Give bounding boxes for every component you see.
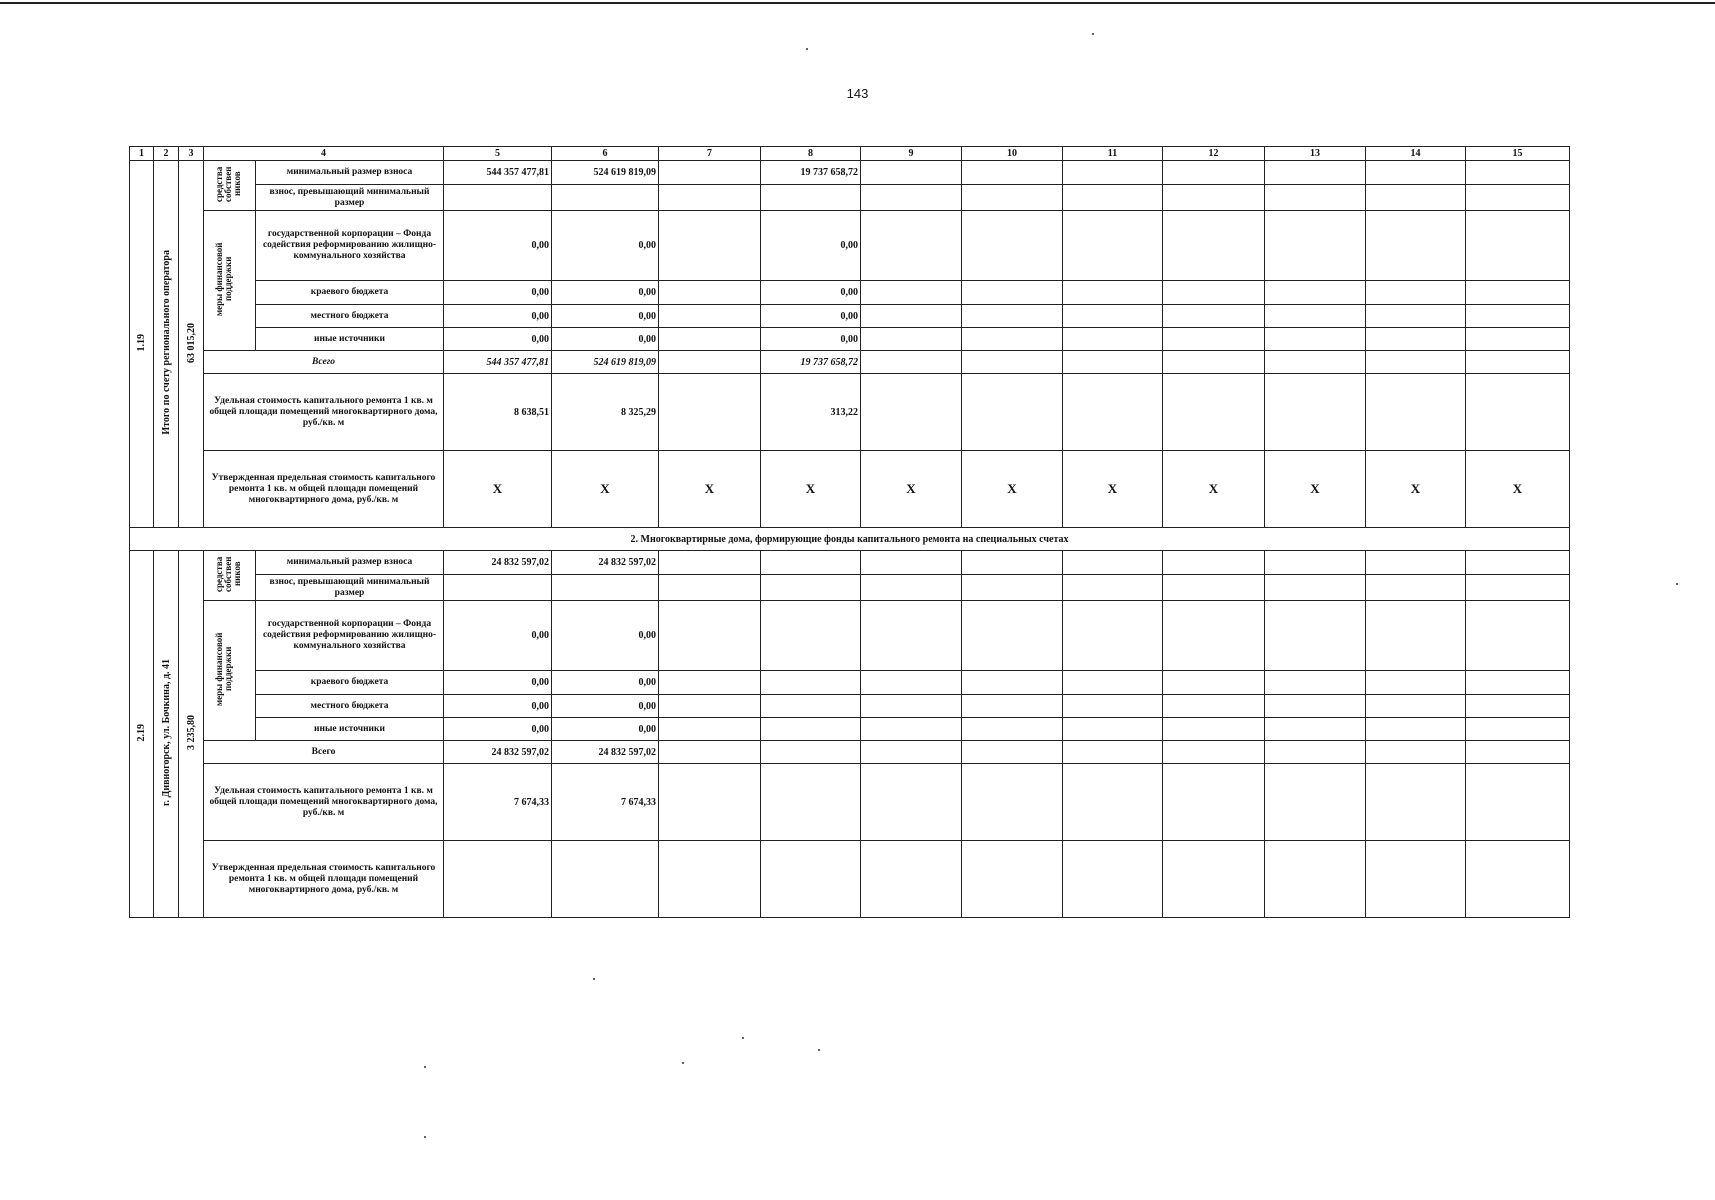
block1-total-c5: 544 357 477,81 <box>444 351 552 374</box>
block1-total-c6: 524 619 819,09 <box>552 351 659 374</box>
block2-name: г. Дивногорск, ул. Бочкина, д. 41 <box>160 659 172 806</box>
block2-local-c5: 0,00 <box>444 695 552 718</box>
table-row <box>130 328 1570 351</box>
block2-local-label: местного бюджета <box>256 695 444 718</box>
block1-area-cell <box>179 161 204 528</box>
block2-regional-c6: 0,00 <box>552 671 659 695</box>
block1-min-c5: 544 357 477,81 <box>444 161 552 185</box>
block1-approved-label: Утвержденная предельная стоимость капитального ремонта 1 кв. м общей площади помещений многоквартирного дома, руб./кв. м <box>204 451 444 528</box>
block2-owner-funds-label: средства собствен ников <box>213 556 242 592</box>
block2-total-label: Всего <box>204 741 444 764</box>
block2-excess-label: взнос, превышающий минимальный размер <box>256 575 444 601</box>
block2-state-corp-c5: 0,00 <box>444 601 552 671</box>
top-border-line <box>0 2 1715 4</box>
block2-total-c5: 24 832 597,02 <box>444 741 552 764</box>
table-row <box>130 161 1570 185</box>
table-row <box>130 551 1570 575</box>
block1-min-c6: 524 619 819,09 <box>552 161 659 185</box>
block1-state-corp-label: государственной корпорации – Фонда содействия реформированию жилищно-коммунального хозяйства <box>256 211 444 281</box>
block1-approved-c10: Х <box>962 451 1063 528</box>
block2-support-label: меры финансовой поддержки <box>213 632 233 706</box>
table-row <box>130 211 1570 281</box>
scan-speck <box>682 1062 684 1064</box>
block2-regional-label: краевого бюджета <box>256 671 444 695</box>
block2-other-c5: 0,00 <box>444 718 552 741</box>
block1-local-c6: 0,00 <box>552 305 659 328</box>
col-header-7: 7 <box>659 147 761 161</box>
block1-owner-funds-label: средства собствен ников <box>213 166 242 202</box>
scan-speck <box>1676 583 1678 585</box>
section-2-title: 2. Многоквартирные дома, формирующие фонды капитального ремонта на специальных счетах <box>130 528 1570 551</box>
block2-state-corp-label: государственной корпорации – Фонда содействия реформированию жилищно-коммунального хозяйства <box>256 601 444 671</box>
block2-unit-c5: 7 674,33 <box>444 764 552 841</box>
table-row <box>130 305 1570 328</box>
block1-approved-c11: Х <box>1063 451 1163 528</box>
block1-local-c5: 0,00 <box>444 305 552 328</box>
block1-state-corp-c8: 0,00 <box>761 211 861 281</box>
block1-approved-c6: Х <box>552 451 659 528</box>
block2-other-label: иные источники <box>256 718 444 741</box>
col-header-13: 13 <box>1265 147 1366 161</box>
block2-regional-c5: 0,00 <box>444 671 552 695</box>
block1-support-cell <box>204 211 256 351</box>
col-header-2: 2 <box>154 147 179 161</box>
block2-min-c5: 24 832 597,02 <box>444 551 552 575</box>
col-header-9: 9 <box>861 147 962 161</box>
scan-speck <box>806 48 808 50</box>
block1-min-c8: 19 737 658,72 <box>761 161 861 185</box>
block1-approved-c12: Х <box>1163 451 1265 528</box>
table-row <box>130 351 1570 374</box>
block1-unit-c6: 8 325,29 <box>552 374 659 451</box>
block1-name-cell <box>154 161 179 528</box>
table-row <box>130 374 1570 451</box>
block1-min-label: минимальный размер взноса <box>256 161 444 185</box>
table-row <box>130 451 1570 528</box>
repair-cost-table <box>129 146 1570 918</box>
block1-other-c8: 0,00 <box>761 328 861 351</box>
col-header-4: 4 <box>204 147 444 161</box>
block2-area: 3 235,80 <box>185 715 197 750</box>
column-number-row <box>130 147 1570 161</box>
block1-area: 63 015,20 <box>185 322 197 363</box>
block2-area-cell <box>179 551 204 918</box>
scan-speck <box>742 1037 744 1039</box>
block1-number: 1.19 <box>136 333 147 352</box>
col-header-11: 11 <box>1063 147 1163 161</box>
table-row <box>130 185 1570 211</box>
section-2-row <box>130 528 1570 551</box>
col-header-1: 1 <box>130 147 154 161</box>
block1-excess-label: взнос, превышающий минимальный размер <box>256 185 444 211</box>
block1-name: Итого по счету регионального оператора <box>160 250 172 435</box>
block2-unit-c6: 7 674,33 <box>552 764 659 841</box>
block2-total-c6: 24 832 597,02 <box>552 741 659 764</box>
block1-approved-c15: Х <box>1466 451 1570 528</box>
col-header-5: 5 <box>444 147 552 161</box>
block1-unit-c5: 8 638,51 <box>444 374 552 451</box>
block2-approved-label: Утвержденная предельная стоимость капитального ремонта 1 кв. м общей площади помещений многоквартирного дома, руб./кв. м <box>204 841 444 918</box>
scan-speck <box>818 1049 820 1051</box>
block1-state-corp-c5: 0,00 <box>444 211 552 281</box>
col-header-15: 15 <box>1466 147 1570 161</box>
col-header-14: 14 <box>1366 147 1466 161</box>
block1-local-label: местного бюджета <box>256 305 444 328</box>
block1-unit-label: Удельная стоимость капитального ремонта 1 кв. м общей площади помещений многоквартирного дома, руб./кв. м <box>204 374 444 451</box>
block1-approved-c8: Х <box>761 451 861 528</box>
scan-speck <box>424 1136 426 1138</box>
block1-approved-c5: Х <box>444 451 552 528</box>
block2-unit-label: Удельная стоимость капитального ремонта 1 кв. м общей площади помещений многоквартирного дома, руб./кв. м <box>204 764 444 841</box>
col-header-6: 6 <box>552 147 659 161</box>
block1-approved-c13: Х <box>1265 451 1366 528</box>
table-row <box>130 695 1570 718</box>
block1-total-c8: 19 737 658,72 <box>761 351 861 374</box>
block2-name-cell <box>154 551 179 918</box>
block2-min-c6: 24 832 597,02 <box>552 551 659 575</box>
block1-other-c6: 0,00 <box>552 328 659 351</box>
col-header-12: 12 <box>1163 147 1265 161</box>
table-row <box>130 741 1570 764</box>
block1-support-label: меры финансовой поддержки <box>213 242 233 316</box>
block1-other-label: иные источники <box>256 328 444 351</box>
page-number: 143 <box>846 86 869 101</box>
table-row <box>130 601 1570 671</box>
block1-local-c8: 0,00 <box>761 305 861 328</box>
scan-speck <box>424 1066 426 1068</box>
block2-local-c6: 0,00 <box>552 695 659 718</box>
block1-other-c5: 0,00 <box>444 328 552 351</box>
table-row <box>130 841 1570 918</box>
table-row <box>130 671 1570 695</box>
table-row <box>130 575 1570 601</box>
block2-owner-funds-cell <box>204 551 256 601</box>
block2-other-c6: 0,00 <box>552 718 659 741</box>
col-header-10: 10 <box>962 147 1063 161</box>
block2-min-label: минимальный размер взноса <box>256 551 444 575</box>
block2-number: 2.19 <box>136 723 147 742</box>
table-row <box>130 281 1570 305</box>
block1-approved-c9: Х <box>861 451 962 528</box>
col-header-3: 3 <box>179 147 204 161</box>
table-row <box>130 718 1570 741</box>
block1-number-cell <box>130 161 154 528</box>
scan-speck <box>1092 33 1094 35</box>
col-header-8: 8 <box>761 147 861 161</box>
block1-unit-c8: 313,22 <box>761 374 861 451</box>
block1-total-label: Всего <box>204 351 444 374</box>
block1-regional-c5: 0,00 <box>444 281 552 305</box>
block2-support-cell <box>204 601 256 741</box>
table-row <box>130 764 1570 841</box>
block1-state-corp-c6: 0,00 <box>552 211 659 281</box>
block1-approved-c14: Х <box>1366 451 1466 528</box>
block1-regional-c6: 0,00 <box>552 281 659 305</box>
block1-approved-c7: Х <box>659 451 761 528</box>
block2-state-corp-c6: 0,00 <box>552 601 659 671</box>
block2-number-cell <box>130 551 154 918</box>
block1-regional-label: краевого бюджета <box>256 281 444 305</box>
block1-regional-c8: 0,00 <box>761 281 861 305</box>
scan-speck <box>593 978 595 980</box>
block1-owner-funds-cell <box>204 161 256 211</box>
